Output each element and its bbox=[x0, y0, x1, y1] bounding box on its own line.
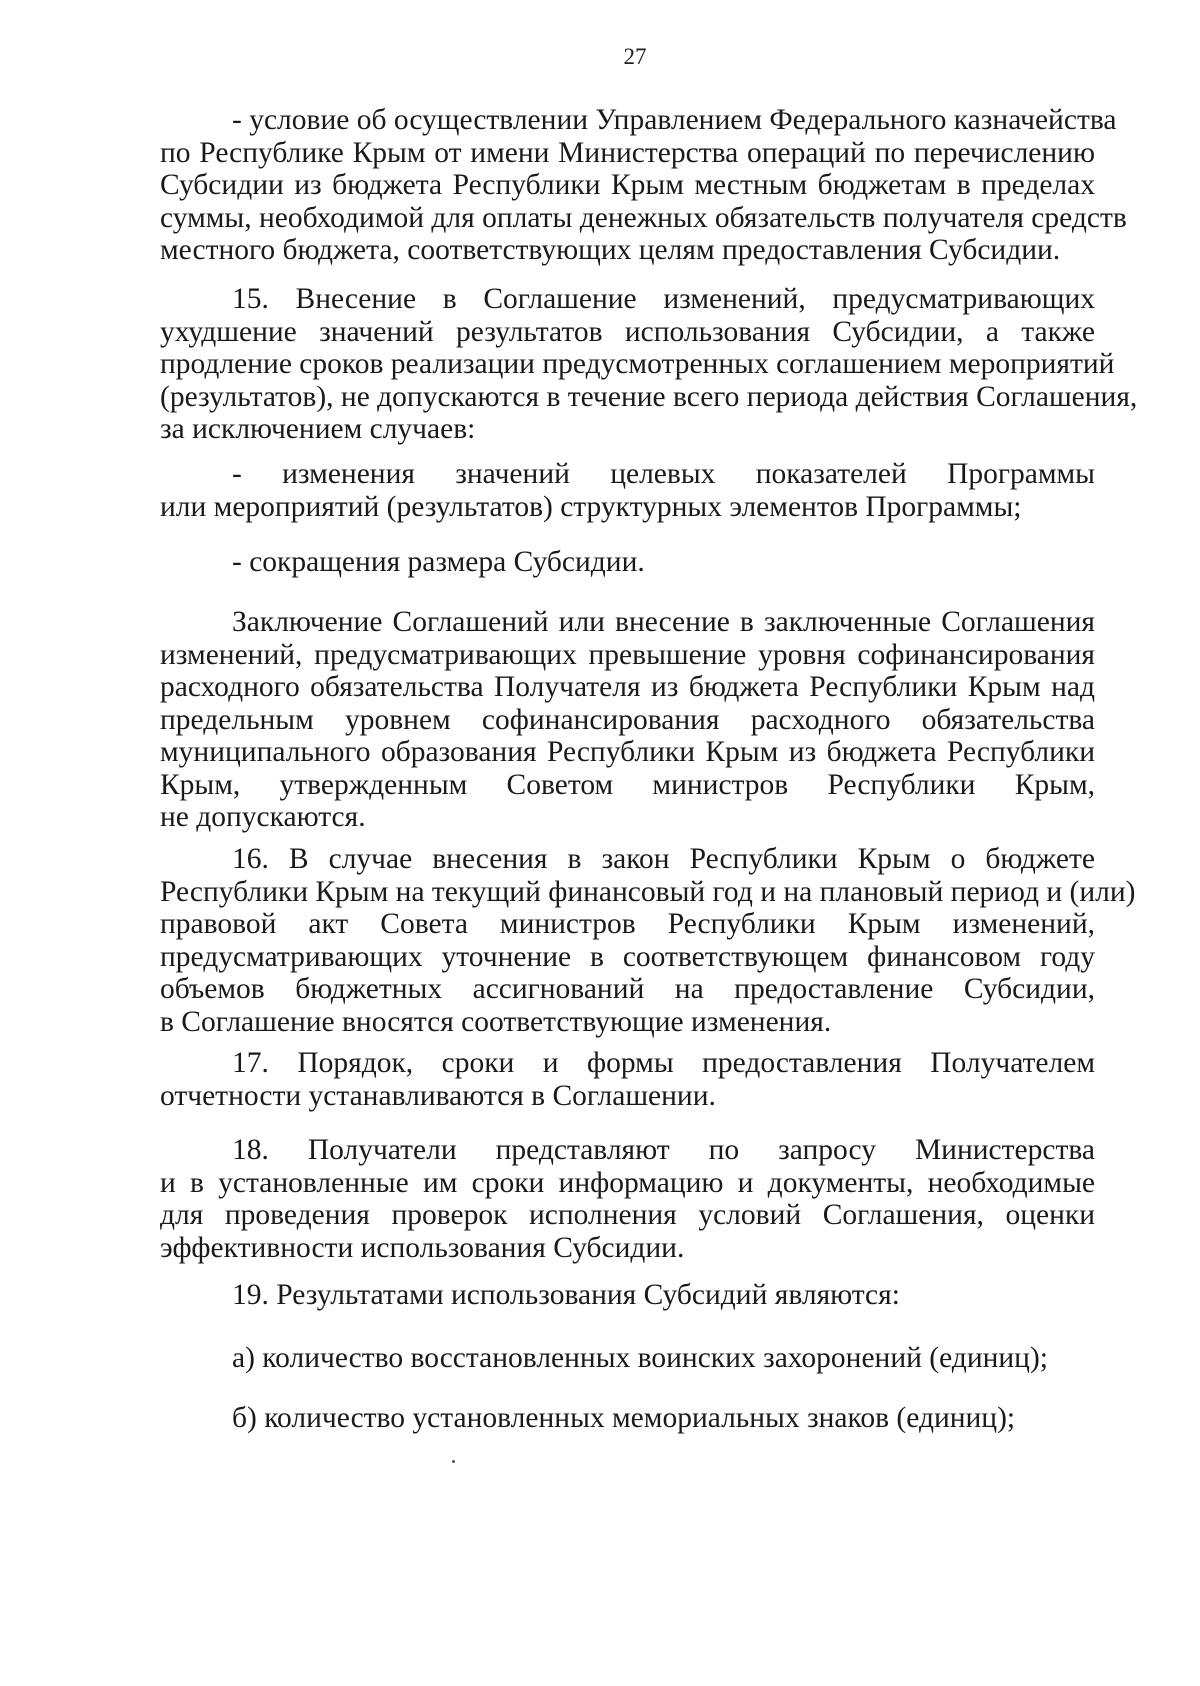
paragraph-item-19 bbox=[160, 1279, 1095, 1312]
text-line: местного бюджета, соответствующих целям предоставления Субсидии. bbox=[160, 234, 1061, 266]
text-line: продление сроков реализации предусмотренных соглашением мероприятий bbox=[160, 348, 1115, 380]
text-line: Республики Крым на текущий финансовый год и на плановый период и (или) bbox=[160, 875, 1136, 908]
text-line: не допускаются. bbox=[160, 801, 366, 833]
text-line: 19. Результатами использования Субсидий являются: bbox=[232, 1279, 900, 1311]
paragraph-cofinancing bbox=[160, 606, 1095, 834]
paragraph-item-17 bbox=[160, 1047, 1095, 1112]
text-line: и в установленные им сроки информацию и документы, необходимые bbox=[160, 1166, 1095, 1199]
text-line: ухудшение значений результатов использования Субсидии, а также bbox=[160, 315, 1095, 348]
paragraph-item-16 bbox=[160, 843, 1136, 1038]
text-line: (результатов), не допускаются в течение всего периода действия Соглашения, bbox=[160, 380, 1138, 413]
text-line: изменений, предусматривающих превышение уровня софинансирования bbox=[160, 638, 1095, 671]
text-line: Субсидии из бюджета Республики Крым местным бюджетам в пределах bbox=[160, 169, 1095, 201]
text-line: б) количество установленных мемориальных знаков (единиц); bbox=[232, 1402, 1016, 1434]
paragraph-indicator-changes bbox=[160, 458, 1095, 523]
text-line: 16. В случае внесения в закон Республики Крым о бюджете bbox=[232, 843, 1095, 875]
list-item-a bbox=[160, 1342, 1095, 1375]
text-line: или мероприятий (результатов) структурных элементов Программы; bbox=[160, 490, 1022, 523]
paragraph-item-18 bbox=[160, 1134, 1095, 1264]
text-line: Крым, утвержденным Советом министров Республики Крым, bbox=[160, 768, 1095, 801]
text-line: предельным уровнем софинансирования расходного обязательства bbox=[160, 703, 1095, 736]
text-line: в Соглашение вносятся соответствующие изменения. bbox=[160, 1005, 832, 1038]
text-line: расходного обязательства Получателя из бюджета Республики Крым над bbox=[160, 671, 1095, 703]
text-line: правовой акт Совета министров Республики Крым изменений, bbox=[160, 908, 1095, 940]
text-line: для проведения проверок исполнения условий Соглашения, оценки bbox=[160, 1199, 1095, 1231]
text-line: объемов бюджетных ассигнований на предоставление Субсидии, bbox=[160, 973, 1095, 1005]
text-line: а) количество восстановленных воинских захоронений (единиц); bbox=[232, 1342, 1048, 1374]
text-line: - изменения значений целевых показателей Программы bbox=[232, 458, 1095, 490]
list-item-b bbox=[160, 1402, 1095, 1435]
text-line: - сокращения размера Субсидии. bbox=[232, 546, 645, 578]
text-line: эффективности использования Субсидии. bbox=[160, 1231, 685, 1264]
text-line: суммы, необходимой для оплаты денежных обязательств получателя средств bbox=[160, 201, 1127, 234]
page-number: 27 bbox=[623, 44, 647, 69]
text-line: предусматривающих уточнение в соответствующем финансовом году bbox=[160, 940, 1095, 973]
paragraph-treasury-condition bbox=[160, 104, 1127, 267]
text-line: 17. Порядок, сроки и формы предоставления Получателем bbox=[232, 1047, 1095, 1079]
text-line: отчетности устанавливаются в Соглашении. bbox=[160, 1079, 716, 1112]
text-line: Заключение Соглашений или внесение в заключенные Соглашения bbox=[232, 606, 1095, 638]
text-line: за исключением случаев: bbox=[160, 413, 476, 445]
scan-speck bbox=[452, 1460, 455, 1463]
text-line: - условие об осуществлении Управлением Федерального казначейства bbox=[232, 104, 1117, 136]
paragraph-item-15 bbox=[160, 283, 1138, 446]
text-line: 15. Внесение в Соглашение изменений, предусматривающих bbox=[232, 283, 1095, 315]
text-line: 18. Получатели представляют по запросу Министерства bbox=[232, 1134, 1095, 1166]
text-line: по Республике Крым от имени Министерства операций по перечислению bbox=[160, 136, 1095, 169]
paragraph-subsidy-reduction bbox=[160, 546, 1095, 579]
text-line: муниципального образования Республики Крым из бюджета Республики bbox=[160, 736, 1095, 768]
